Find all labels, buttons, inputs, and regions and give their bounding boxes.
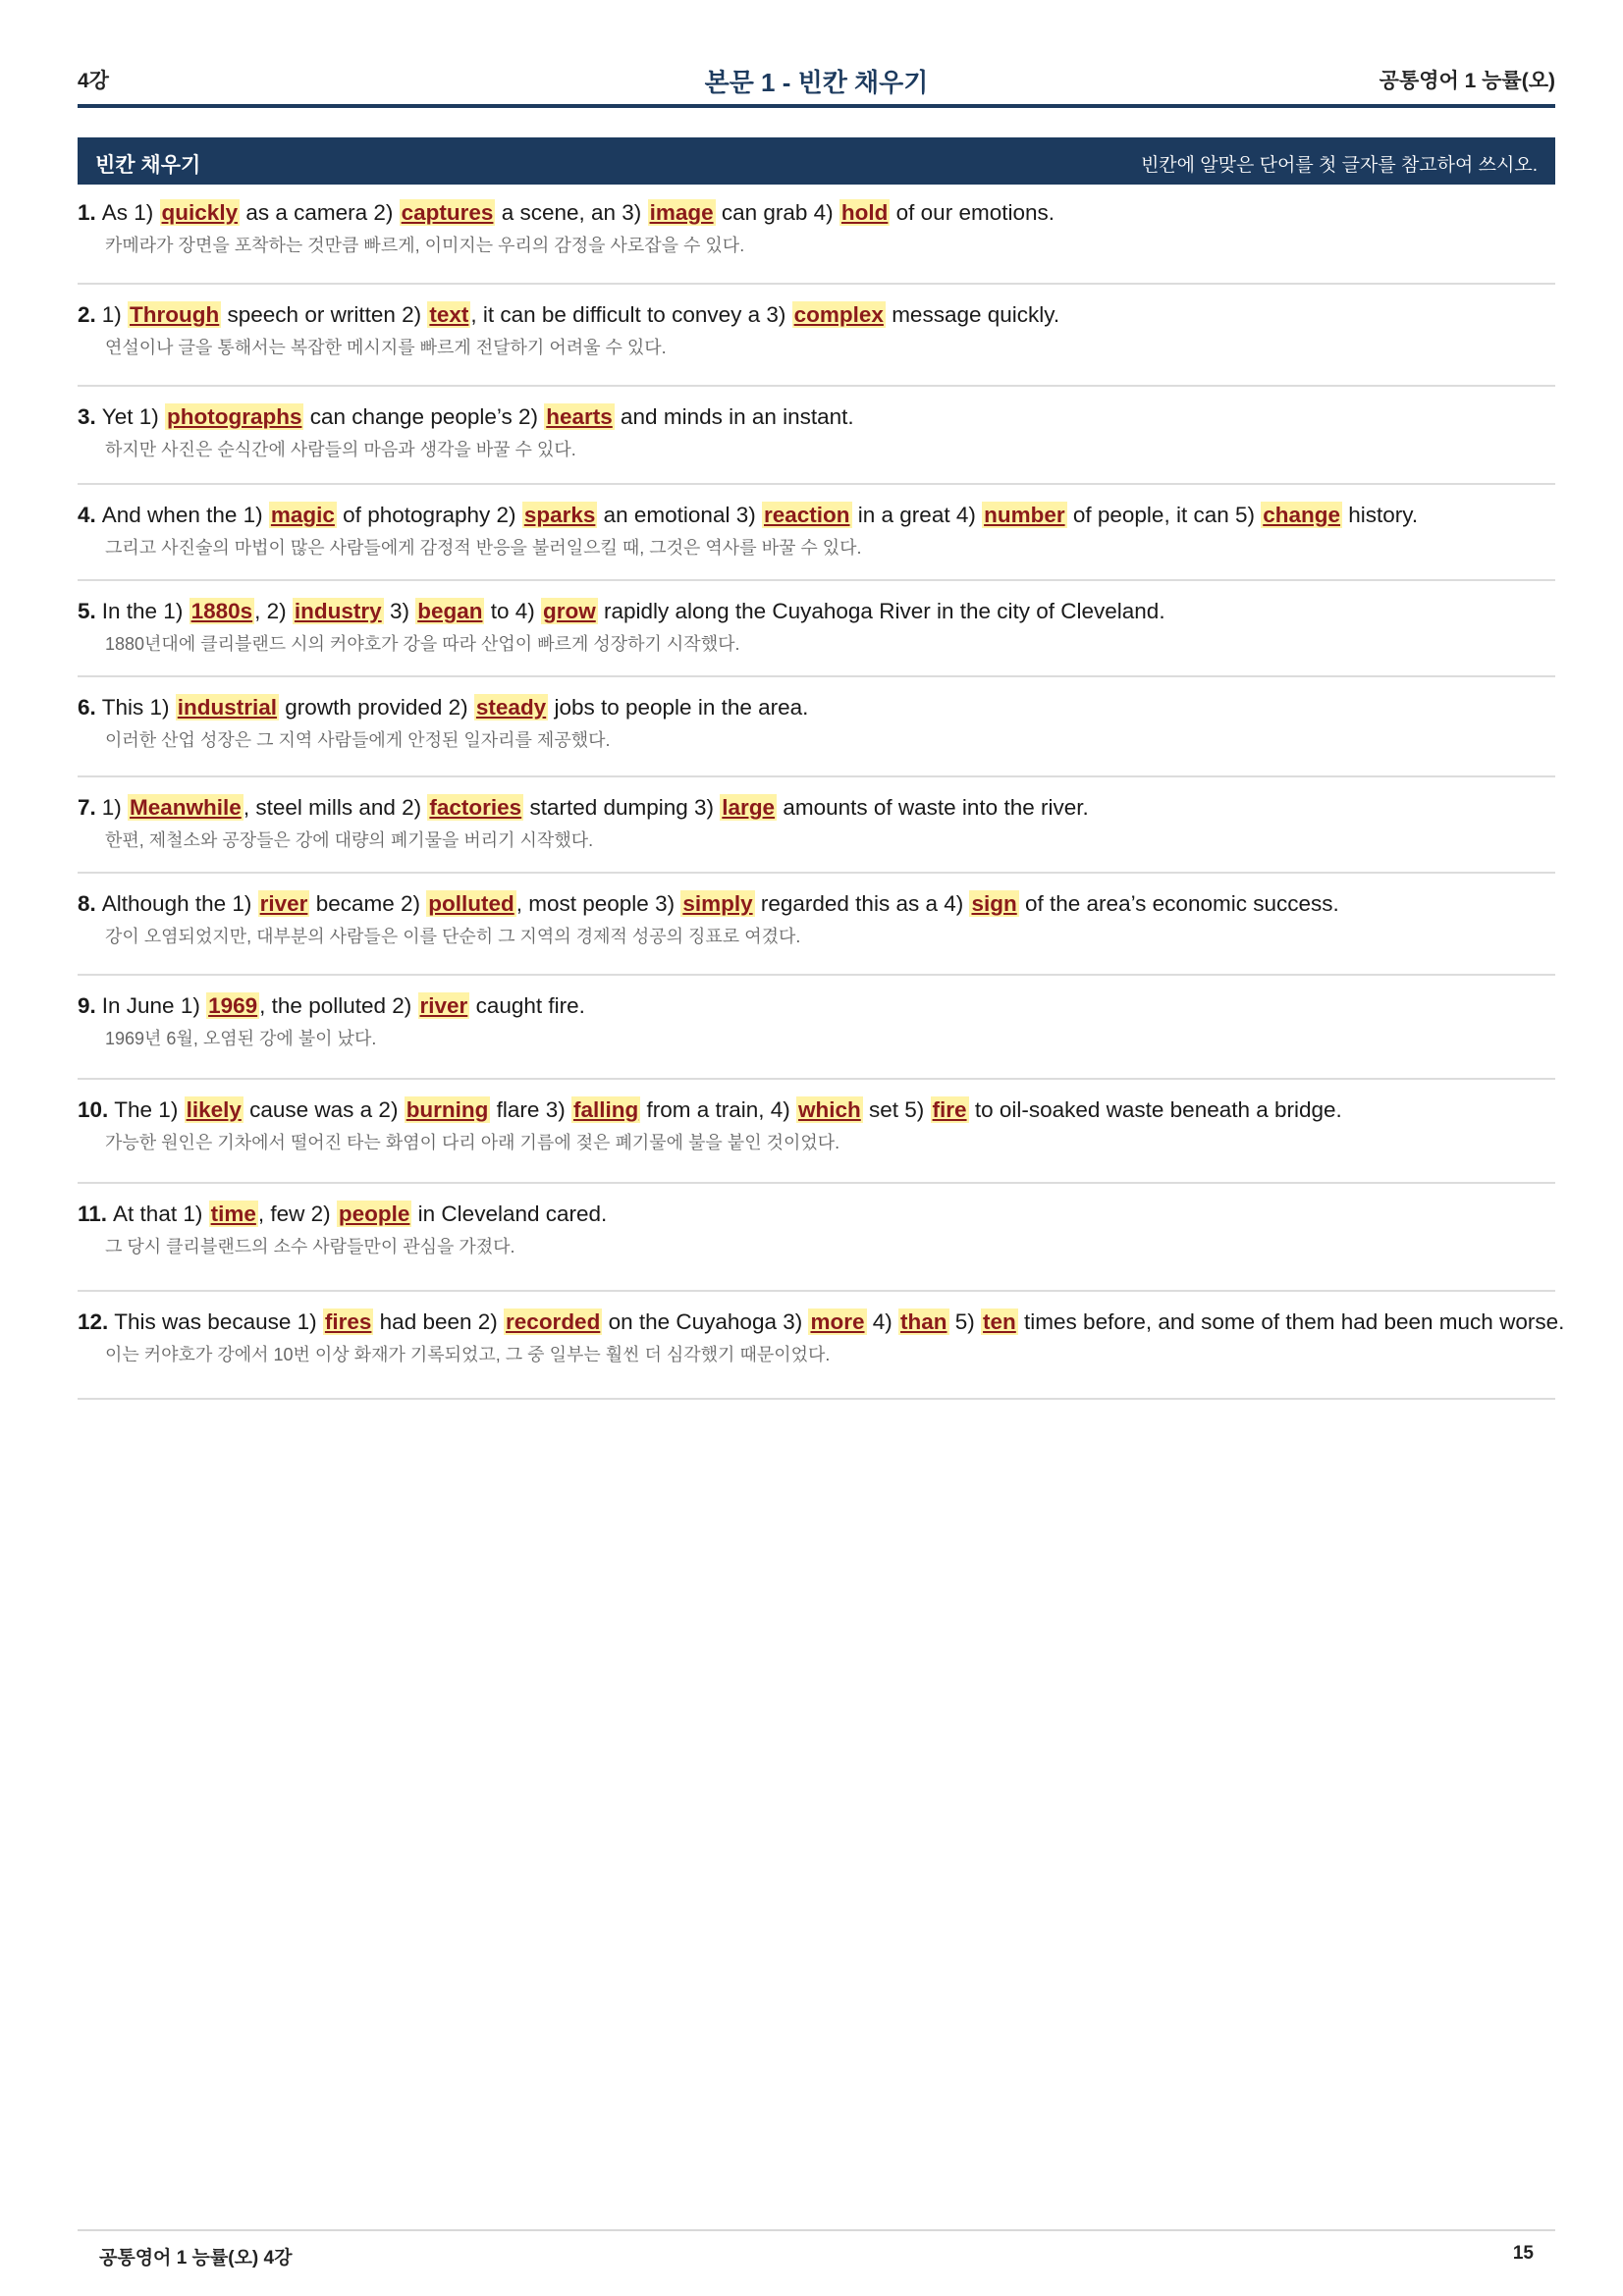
answer-blank: change — [1263, 503, 1341, 527]
exercise-item — [78, 185, 1555, 285]
english-sentence — [78, 198, 1555, 228]
sentence-text: rapidly along the Cuyahoga River in the city of Cleveland. — [597, 599, 1165, 623]
korean-translation: 가능한 원인은 기차에서 떨어진 타는 화염이 다리 아래 기름에 젖은 폐기물에 불을 붙인 것이었다. — [105, 1133, 840, 1152]
answer-blank: which — [798, 1097, 861, 1122]
sentence-text: of people, it can 5) — [1066, 503, 1262, 527]
item-number: 9. — [78, 993, 96, 1018]
item-number: 11. — [78, 1201, 108, 1226]
answer-blank: steady — [475, 695, 547, 720]
korean-translation: 1969년 6월, 오염된 강에 불이 났다. — [105, 1029, 377, 1048]
answer-blank: captures — [401, 200, 494, 225]
english-sentence — [78, 402, 1555, 432]
answer-blank: river — [419, 993, 468, 1018]
answer-blank: fire — [932, 1097, 967, 1122]
sentence-text: of the area’s economic success. — [1018, 891, 1339, 916]
sentence-text: , steel mills and 2) — [243, 795, 428, 820]
sentence-text: regarded this as a 4) — [754, 891, 970, 916]
sentence-text: of our emotions. — [890, 200, 1055, 225]
sentence-text: to oil-soaked waste beneath a bridge. — [968, 1097, 1342, 1122]
sentence-text: jobs to people in the area. — [548, 695, 809, 720]
answer-blank: more — [810, 1309, 865, 1334]
korean-translation: 이러한 산업 성장은 그 지역 사람들에게 안정된 일자리를 제공했다. — [105, 730, 611, 750]
answer-blank: number — [984, 503, 1065, 527]
answer-blank: falling — [572, 1097, 639, 1122]
section-bar — [78, 137, 1555, 185]
answer-blank: reaction — [763, 503, 850, 527]
sentence-text: history. — [1342, 503, 1419, 527]
sentence-text: flare 3) — [490, 1097, 571, 1122]
english-sentence — [78, 501, 1555, 530]
answer-blank: recorded — [506, 1309, 601, 1334]
korean-translation: 강이 오염되었지만, 대부분의 사람들은 이를 단순히 그 지역의 경제적 성공의 징표로 여겼다. — [105, 927, 801, 946]
sentence-text: 4) — [866, 1309, 899, 1334]
item-number: 12. — [78, 1309, 109, 1334]
answer-blank: people — [338, 1201, 410, 1226]
item-number: 8. — [78, 891, 96, 916]
sentence-text: In June 1) — [101, 993, 207, 1018]
answer-blank: ten — [983, 1309, 1016, 1334]
item-number: 7. — [78, 795, 96, 820]
answer-blank: Through — [130, 302, 220, 327]
sentence-text: started dumping 3) — [523, 795, 721, 820]
exercise-item — [78, 387, 1555, 485]
exercise-item — [78, 777, 1555, 874]
item-number: 4. — [78, 503, 96, 527]
item-number: 3. — [78, 404, 96, 429]
exercise-item — [78, 1184, 1555, 1292]
korean-translation: 카메라가 장면을 포착하는 것만큼 빠르게, 이미지는 우리의 감정을 사로잡을 수 있다. — [105, 236, 745, 255]
sentence-text: can grab 4) — [715, 200, 839, 225]
sentence-text: cause was a 2) — [243, 1097, 405, 1122]
korean-translation: 그 당시 클리블랜드의 소수 사람들만이 관심을 가졌다. — [105, 1237, 515, 1256]
english-sentence — [78, 693, 1555, 722]
english-sentence — [78, 597, 1555, 626]
english-sentence — [78, 1308, 1565, 1337]
answer-blank: large — [722, 795, 776, 820]
item-number: 10. — [78, 1097, 109, 1122]
sentence-text: Yet 1) — [101, 404, 165, 429]
sentence-text: became 2) — [309, 891, 427, 916]
korean-translation: 한편, 제철소와 공장들은 강에 대량의 폐기물을 버리기 시작했다. — [105, 830, 594, 850]
english-sentence — [78, 793, 1555, 823]
sentence-text: 3) — [383, 599, 416, 623]
english-sentence — [78, 889, 1555, 919]
answer-blank: time — [210, 1201, 256, 1226]
sentence-text: , 2) — [254, 599, 293, 623]
sentence-text: message quickly. — [885, 302, 1060, 327]
korean-translation: 이는 커야호가 강에서 10번 이상 화재가 기록되었고, 그 중 일부는 훨씬 더 심각했기 때문이었다. — [105, 1345, 831, 1364]
sentence-text: , the polluted 2) — [259, 993, 418, 1018]
sentence-text: of photography 2) — [336, 503, 522, 527]
answer-blank: industrial — [177, 695, 278, 720]
sentence-text: This 1) — [101, 695, 176, 720]
footer-book-label: 공통영어 1 능률(오) 4강 — [99, 2248, 293, 2269]
answer-blank: sign — [971, 891, 1017, 916]
answer-blank: river — [259, 891, 308, 916]
sentence-text: And when the 1) — [101, 503, 269, 527]
sentence-text: an emotional 3) — [597, 503, 762, 527]
exercise-item — [78, 677, 1555, 777]
book-label: 공통영어 1 능률(오) — [1379, 70, 1555, 92]
answer-blank: began — [417, 599, 483, 623]
answer-blank: image — [649, 200, 714, 225]
answer-blank: 1969 — [208, 993, 258, 1018]
answer-blank: simply — [682, 891, 753, 916]
answer-blank: sparks — [523, 503, 596, 527]
sentence-text: Although the 1) — [101, 891, 258, 916]
sentence-text: As 1) — [101, 200, 160, 225]
english-sentence — [78, 991, 1555, 1021]
exercise-item — [78, 285, 1555, 387]
korean-translation: 하지만 사진은 순식간에 사람들의 마음과 생각을 바꿀 수 있다. — [105, 440, 576, 459]
sentence-text: to 4) — [484, 599, 541, 623]
answer-blank: industry — [294, 599, 382, 623]
answer-blank: magic — [270, 503, 335, 527]
sentence-text: a scene, an 3) — [495, 200, 648, 225]
answer-blank: than — [900, 1309, 947, 1334]
page-footer — [78, 2229, 1555, 2276]
sentence-text: The 1) — [114, 1097, 185, 1122]
answer-blank: Meanwhile — [130, 795, 242, 820]
answer-blank: factories — [429, 795, 522, 820]
sentence-text: on the Cuyahoga 3) — [602, 1309, 809, 1334]
item-number: 5. — [78, 599, 96, 623]
answer-blank: quickly — [161, 200, 239, 225]
page-header — [78, 63, 1555, 108]
sentence-text: This was because 1) — [114, 1309, 323, 1334]
answer-blank: photographs — [166, 404, 302, 429]
lesson-label: 4강 — [78, 70, 109, 92]
sentence-text: 1) — [101, 795, 129, 820]
sentence-text: , most people 3) — [515, 891, 681, 916]
sentence-text: , few 2) — [257, 1201, 337, 1226]
sentence-text: 1) — [101, 302, 129, 327]
answer-blank: hold — [840, 200, 889, 225]
english-sentence — [78, 300, 1555, 330]
sentence-text: times before, and some of them had been much worse. — [1017, 1309, 1565, 1334]
item-number: 6. — [78, 695, 96, 720]
sentence-text: 5) — [948, 1309, 982, 1334]
exercise-item — [78, 1292, 1565, 1400]
sentence-text: growth provided 2) — [279, 695, 474, 720]
sentence-text: had been 2) — [373, 1309, 505, 1334]
answer-blank: text — [429, 302, 469, 327]
exercise-item — [78, 1080, 1555, 1184]
answer-blank: 1880s — [190, 599, 253, 623]
exercise-list — [78, 185, 1565, 1400]
sentence-text: caught fire. — [469, 993, 585, 1018]
answer-blank: fires — [324, 1309, 372, 1334]
sentence-text: can change people’s 2) — [303, 404, 545, 429]
sentence-text: from a train, 4) — [640, 1097, 796, 1122]
item-number: 1. — [78, 200, 96, 225]
answer-blank: hearts — [546, 404, 613, 429]
sentence-text: as a camera 2) — [240, 200, 400, 225]
sentence-text: in Cleveland cared. — [411, 1201, 608, 1226]
answer-blank: complex — [793, 302, 884, 327]
exercise-item — [78, 485, 1555, 581]
page-title: 본문 1 - 빈칸 채우기 — [704, 68, 929, 97]
sentence-text: amounts of waste into the river. — [777, 795, 1089, 820]
answer-blank: polluted — [428, 891, 514, 916]
sentence-text: At that 1) — [113, 1201, 209, 1226]
sentence-text: , it can be difficult to convey a 3) — [470, 302, 792, 327]
answer-blank: burning — [406, 1097, 489, 1122]
answer-blank: grow — [543, 599, 596, 623]
section-title: 빈칸 채우기 — [95, 154, 201, 177]
sentence-text: In the 1) — [101, 599, 189, 623]
exercise-item — [78, 874, 1555, 976]
sentence-text: and minds in an instant. — [614, 404, 854, 429]
korean-translation: 1880년대에 클리블랜드 시의 커야호가 강을 따라 산업이 빠르게 성장하기 시작했다. — [105, 634, 740, 654]
page-number: 15 — [1512, 2243, 1534, 2264]
english-sentence — [78, 1095, 1555, 1125]
korean-translation: 그리고 사진술의 마법이 많은 사람들에게 감정적 반응을 불러일으킬 때, 그것은 역사를 바꿀 수 있다. — [105, 538, 862, 558]
answer-blank: likely — [186, 1097, 242, 1122]
sentence-text: speech or written 2) — [221, 302, 428, 327]
exercise-item — [78, 581, 1555, 677]
english-sentence — [78, 1200, 1555, 1229]
sentence-text: set 5) — [862, 1097, 931, 1122]
exercise-item — [78, 976, 1555, 1080]
sentence-text: in a great 4) — [851, 503, 983, 527]
section-instruction: 빈칸에 알맞은 단어를 첫 글자를 참고하여 쓰시오. — [1140, 155, 1538, 176]
item-number: 2. — [78, 302, 96, 327]
korean-translation: 연설이나 글을 통해서는 복잡한 메시지를 빠르게 전달하기 어려울 수 있다. — [105, 338, 667, 357]
